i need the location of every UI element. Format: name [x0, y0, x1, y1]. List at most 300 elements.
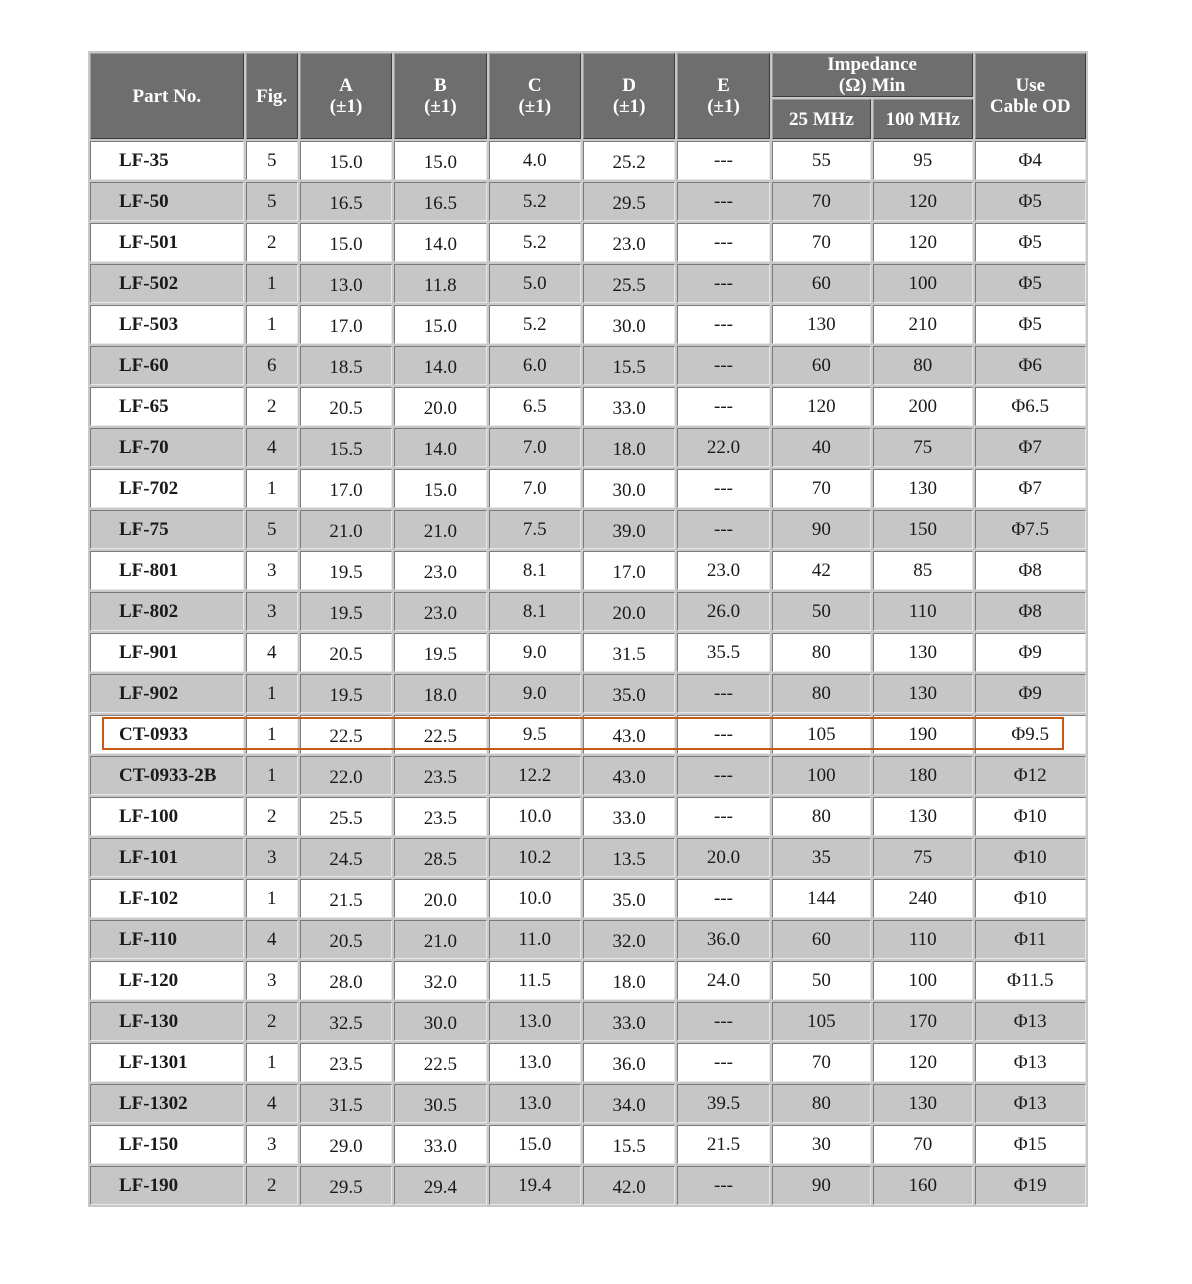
impedance-100mhz-cell: 130 [873, 797, 972, 836]
fig-cell: 3 [246, 961, 298, 1000]
part-no-cell: LF-1301 [90, 1043, 244, 1082]
impedance-100mhz-cell: 130 [873, 674, 972, 713]
impedance-25mhz-cell: 60 [772, 920, 871, 959]
cable-od-cell: Φ10 [975, 797, 1087, 836]
cable-od-cell: Φ5 [975, 305, 1087, 344]
impedance-100mhz-cell: 130 [873, 1084, 972, 1123]
dim-b-cell: 30.0 [394, 1002, 486, 1041]
impedance-25mhz-cell: 80 [772, 674, 871, 713]
impedance-100mhz-cell: 75 [873, 428, 972, 467]
impedance-100mhz-cell: 130 [873, 633, 972, 672]
dim-c-cell: 7.5 [489, 510, 581, 549]
dim-e-cell: --- [677, 879, 769, 918]
impedance-25mhz-cell: 80 [772, 797, 871, 836]
dim-d-cell: 32.0 [583, 920, 675, 959]
cable-od-cell: Φ7 [975, 469, 1087, 508]
part-no-cell: CT-0933 [90, 715, 244, 754]
dim-c-cell: 15.0 [489, 1125, 581, 1164]
impedance-25mhz-cell: 42 [772, 551, 871, 590]
cable-od-cell: Φ13 [975, 1043, 1087, 1082]
table-row [90, 797, 1086, 836]
impedance-100mhz-cell: 75 [873, 838, 972, 877]
table-row [90, 838, 1086, 877]
dim-b-cell: 11.8 [394, 264, 486, 303]
dim-c-cell: 11.5 [489, 961, 581, 1000]
dim-d-cell: 18.0 [583, 961, 675, 1000]
dim-a-cell: 18.5 [300, 346, 392, 385]
dim-d-cell: 39.0 [583, 510, 675, 549]
impedance-25mhz-cell: 120 [772, 387, 871, 426]
fig-cell: 2 [246, 797, 298, 836]
impedance-25mhz-cell: 55 [772, 141, 871, 180]
dim-a-cell: 21.0 [300, 510, 392, 549]
dim-b-cell: 23.5 [394, 756, 486, 795]
part-no-cell: LF-65 [90, 387, 244, 426]
impedance-100mhz-cell: 200 [873, 387, 972, 426]
dim-c-cell: 11.0 [489, 920, 581, 959]
table-row [90, 1002, 1086, 1041]
dim-e-cell: --- [677, 1166, 769, 1205]
impedance-100mhz-cell: 240 [873, 879, 972, 918]
dim-c-cell: 8.1 [489, 551, 581, 590]
table-row [90, 264, 1086, 303]
dim-d-cell: 33.0 [583, 1002, 675, 1041]
cable-od-cell: Φ7 [975, 428, 1087, 467]
dim-b-cell: 19.5 [394, 633, 486, 672]
dim-d-cell: 17.0 [583, 551, 675, 590]
part-no-cell: LF-901 [90, 633, 244, 672]
part-no-cell: LF-501 [90, 223, 244, 262]
impedance-25mhz-cell: 80 [772, 633, 871, 672]
impedance-25mhz-cell: 40 [772, 428, 871, 467]
part-no-cell: LF-102 [90, 879, 244, 918]
fig-cell: 4 [246, 633, 298, 672]
fig-cell: 3 [246, 592, 298, 631]
cable-od-cell: Φ8 [975, 592, 1087, 631]
dim-c-cell: 5.2 [489, 223, 581, 262]
dim-b-cell: 23.0 [394, 592, 486, 631]
cable-od-cell: Φ12 [975, 756, 1087, 795]
impedance-100mhz-cell: 80 [873, 346, 972, 385]
dim-b-cell: 33.0 [394, 1125, 486, 1164]
dim-b-cell: 14.0 [394, 223, 486, 262]
fig-cell: 1 [246, 469, 298, 508]
dim-a-cell: 25.5 [300, 797, 392, 836]
cable-od-cell: Φ5 [975, 223, 1087, 262]
impedance-100mhz-cell: 160 [873, 1166, 972, 1205]
dim-d-cell: 15.5 [583, 346, 675, 385]
dim-c-cell: 7.0 [489, 469, 581, 508]
impedance-100mhz-cell: 110 [873, 920, 972, 959]
dim-a-cell: 21.5 [300, 879, 392, 918]
dim-e-cell: --- [677, 223, 769, 262]
dim-e-cell: --- [677, 715, 769, 754]
impedance-25mhz-cell: 35 [772, 838, 871, 877]
dim-d-cell: 35.0 [583, 879, 675, 918]
dim-a-cell: 19.5 [300, 551, 392, 590]
impedance-25mhz-cell: 100 [772, 756, 871, 795]
dim-b-cell: 15.0 [394, 469, 486, 508]
dim-c-cell: 19.4 [489, 1166, 581, 1205]
fig-cell: 1 [246, 264, 298, 303]
dim-e-cell: --- [677, 346, 769, 385]
dim-e-cell: 39.5 [677, 1084, 769, 1123]
header-e: E (±1) [677, 53, 769, 139]
dim-e-cell: --- [677, 387, 769, 426]
impedance-25mhz-cell: 50 [772, 961, 871, 1000]
table-row [90, 387, 1086, 426]
dim-e-cell: --- [677, 756, 769, 795]
dim-c-cell: 5.0 [489, 264, 581, 303]
dim-b-cell: 18.0 [394, 674, 486, 713]
dim-c-cell: 12.2 [489, 756, 581, 795]
dim-c-cell: 13.0 [489, 1043, 581, 1082]
dim-e-cell: 26.0 [677, 592, 769, 631]
cable-od-cell: Φ13 [975, 1084, 1087, 1123]
dim-b-cell: 20.0 [394, 879, 486, 918]
dim-c-cell: 9.5 [489, 715, 581, 754]
impedance-25mhz-cell: 60 [772, 346, 871, 385]
dim-d-cell: 23.0 [583, 223, 675, 262]
impedance-100mhz-cell: 110 [873, 592, 972, 631]
table-body [90, 141, 1086, 1205]
cable-od-cell: Φ9.5 [975, 715, 1087, 754]
dim-e-cell: --- [677, 797, 769, 836]
dim-a-cell: 24.5 [300, 838, 392, 877]
fig-cell: 4 [246, 920, 298, 959]
cable-od-cell: Φ19 [975, 1166, 1087, 1205]
dim-d-cell: 31.5 [583, 633, 675, 672]
dim-c-cell: 8.1 [489, 592, 581, 631]
dim-a-cell: 32.5 [300, 1002, 392, 1041]
dim-a-cell: 17.0 [300, 469, 392, 508]
dim-e-cell: --- [677, 510, 769, 549]
dim-d-cell: 43.0 [583, 756, 675, 795]
dim-a-cell: 17.0 [300, 305, 392, 344]
dim-c-cell: 4.0 [489, 141, 581, 180]
fig-cell: 3 [246, 838, 298, 877]
dim-d-cell: 25.2 [583, 141, 675, 180]
dim-c-cell: 10.0 [489, 797, 581, 836]
header-impedance: Impedance (Ω) Min [772, 53, 973, 97]
dim-b-cell: 15.0 [394, 141, 486, 180]
table-row [90, 674, 1086, 713]
dim-b-cell: 20.0 [394, 387, 486, 426]
part-no-cell: LF-120 [90, 961, 244, 1000]
dim-d-cell: 18.0 [583, 428, 675, 467]
part-no-cell: LF-150 [90, 1125, 244, 1164]
impedance-100mhz-cell: 180 [873, 756, 972, 795]
impedance-25mhz-cell: 90 [772, 1166, 871, 1205]
impedance-25mhz-cell: 130 [772, 305, 871, 344]
fig-cell: 2 [246, 1166, 298, 1205]
part-no-cell: CT-0933-2B [90, 756, 244, 795]
fig-cell: 5 [246, 510, 298, 549]
part-no-cell: LF-75 [90, 510, 244, 549]
dim-d-cell: 33.0 [583, 387, 675, 426]
impedance-100mhz-cell: 170 [873, 1002, 972, 1041]
table-row [90, 1043, 1086, 1082]
dim-e-cell: --- [677, 141, 769, 180]
table-row [90, 756, 1086, 795]
dim-a-cell: 19.5 [300, 592, 392, 631]
part-no-cell: LF-130 [90, 1002, 244, 1041]
dim-b-cell: 14.0 [394, 428, 486, 467]
dim-b-cell: 16.5 [394, 182, 486, 221]
part-no-cell: LF-60 [90, 346, 244, 385]
header-fig: Fig. [246, 53, 298, 139]
dim-e-cell: 23.0 [677, 551, 769, 590]
dim-b-cell: 30.5 [394, 1084, 486, 1123]
cable-od-cell: Φ5 [975, 182, 1087, 221]
impedance-25mhz-cell: 80 [772, 1084, 871, 1123]
fig-cell: 3 [246, 1125, 298, 1164]
table-row [90, 182, 1086, 221]
dim-c-cell: 10.0 [489, 879, 581, 918]
part-no-cell: LF-1302 [90, 1084, 244, 1123]
dim-d-cell: 33.0 [583, 797, 675, 836]
dim-c-cell: 6.5 [489, 387, 581, 426]
dim-d-cell: 43.0 [583, 715, 675, 754]
fig-cell: 5 [246, 141, 298, 180]
table-row [90, 141, 1086, 180]
dim-d-cell: 42.0 [583, 1166, 675, 1205]
dim-b-cell: 15.0 [394, 305, 486, 344]
dim-d-cell: 35.0 [583, 674, 675, 713]
dim-b-cell: 21.0 [394, 920, 486, 959]
part-no-cell: LF-902 [90, 674, 244, 713]
impedance-100mhz-cell: 100 [873, 264, 972, 303]
cable-od-cell: Φ11.5 [975, 961, 1087, 1000]
dim-a-cell: 16.5 [300, 182, 392, 221]
dim-d-cell: 25.5 [583, 264, 675, 303]
dim-e-cell: 21.5 [677, 1125, 769, 1164]
table-header [90, 53, 1086, 139]
table-row [90, 633, 1086, 672]
impedance-25mhz-cell: 70 [772, 182, 871, 221]
dim-c-cell: 7.0 [489, 428, 581, 467]
dim-b-cell: 32.0 [394, 961, 486, 1000]
cable-od-cell: Φ7.5 [975, 510, 1087, 549]
impedance-100mhz-cell: 100 [873, 961, 972, 1000]
part-no-cell: LF-702 [90, 469, 244, 508]
dim-e-cell: --- [677, 305, 769, 344]
dim-d-cell: 36.0 [583, 1043, 675, 1082]
dim-e-cell: 24.0 [677, 961, 769, 1000]
fig-cell: 2 [246, 1002, 298, 1041]
impedance-25mhz-cell: 30 [772, 1125, 871, 1164]
dim-e-cell: --- [677, 1002, 769, 1041]
cable-od-cell: Φ6.5 [975, 387, 1087, 426]
table-row [90, 551, 1086, 590]
dim-d-cell: 30.0 [583, 305, 675, 344]
impedance-25mhz-cell: 105 [772, 715, 871, 754]
dim-b-cell: 28.5 [394, 838, 486, 877]
dim-c-cell: 5.2 [489, 182, 581, 221]
header-b: B (±1) [394, 53, 486, 139]
fig-cell: 2 [246, 387, 298, 426]
table-row [90, 346, 1086, 385]
impedance-25mhz-cell: 60 [772, 264, 871, 303]
impedance-100mhz-cell: 150 [873, 510, 972, 549]
dim-a-cell: 15.0 [300, 141, 392, 180]
fig-cell: 1 [246, 674, 298, 713]
header-d: D (±1) [583, 53, 675, 139]
impedance-100mhz-cell: 95 [873, 141, 972, 180]
cable-od-cell: Φ15 [975, 1125, 1087, 1164]
dim-d-cell: 15.5 [583, 1125, 675, 1164]
impedance-100mhz-cell: 120 [873, 1043, 972, 1082]
dim-a-cell: 28.0 [300, 961, 392, 1000]
impedance-100mhz-cell: 190 [873, 715, 972, 754]
dim-b-cell: 22.5 [394, 1043, 486, 1082]
cable-od-cell: Φ4 [975, 141, 1087, 180]
table-row [90, 305, 1086, 344]
table-row [90, 1084, 1086, 1123]
dim-e-cell: --- [677, 1043, 769, 1082]
dim-a-cell: 20.5 [300, 387, 392, 426]
dim-c-cell: 6.0 [489, 346, 581, 385]
part-no-cell: LF-50 [90, 182, 244, 221]
header-part-no: Part No. [90, 53, 244, 139]
dim-c-cell: 9.0 [489, 674, 581, 713]
fig-cell: 4 [246, 1084, 298, 1123]
dim-b-cell: 14.0 [394, 346, 486, 385]
dim-a-cell: 15.0 [300, 223, 392, 262]
table-row [90, 428, 1086, 467]
dim-d-cell: 20.0 [583, 592, 675, 631]
dim-a-cell: 22.5 [300, 715, 392, 754]
dim-b-cell: 23.0 [394, 551, 486, 590]
fig-cell: 1 [246, 715, 298, 754]
part-no-cell: LF-100 [90, 797, 244, 836]
fig-cell: 1 [246, 1043, 298, 1082]
header-a: A (±1) [300, 53, 392, 139]
impedance-100mhz-cell: 85 [873, 551, 972, 590]
dim-a-cell: 20.5 [300, 633, 392, 672]
impedance-100mhz-cell: 120 [873, 223, 972, 262]
impedance-100mhz-cell: 70 [873, 1125, 972, 1164]
dim-e-cell: 35.5 [677, 633, 769, 672]
part-no-cell: LF-503 [90, 305, 244, 344]
fig-cell: 2 [246, 223, 298, 262]
header-impedance-100mhz: 100 MHz [873, 99, 972, 139]
dim-c-cell: 13.0 [489, 1002, 581, 1041]
dim-e-cell: --- [677, 182, 769, 221]
dim-d-cell: 34.0 [583, 1084, 675, 1123]
spec-table [88, 51, 1088, 1207]
cable-od-cell: Φ10 [975, 838, 1087, 877]
dim-c-cell: 10.2 [489, 838, 581, 877]
dim-a-cell: 29.5 [300, 1166, 392, 1205]
dim-e-cell: --- [677, 264, 769, 303]
table-row [90, 920, 1086, 959]
cable-od-cell: Φ9 [975, 674, 1087, 713]
fig-cell: 6 [246, 346, 298, 385]
dim-b-cell: 21.0 [394, 510, 486, 549]
dim-e-cell: --- [677, 469, 769, 508]
cable-od-cell: Φ5 [975, 264, 1087, 303]
cable-od-cell: Φ11 [975, 920, 1087, 959]
dim-b-cell: 22.5 [394, 715, 486, 754]
dim-a-cell: 23.5 [300, 1043, 392, 1082]
impedance-25mhz-cell: 70 [772, 223, 871, 262]
dim-e-cell: --- [677, 674, 769, 713]
dim-b-cell: 23.5 [394, 797, 486, 836]
fig-cell: 4 [246, 428, 298, 467]
part-no-cell: LF-802 [90, 592, 244, 631]
table-row [90, 223, 1086, 262]
part-no-cell: LF-110 [90, 920, 244, 959]
impedance-25mhz-cell: 70 [772, 1043, 871, 1082]
dim-c-cell: 5.2 [489, 305, 581, 344]
table-row [90, 592, 1086, 631]
impedance-25mhz-cell: 50 [772, 592, 871, 631]
impedance-25mhz-cell: 105 [772, 1002, 871, 1041]
dim-a-cell: 31.5 [300, 1084, 392, 1123]
dim-e-cell: 20.0 [677, 838, 769, 877]
table-row [90, 879, 1086, 918]
part-no-cell: LF-101 [90, 838, 244, 877]
header-c: C (±1) [489, 53, 581, 139]
fig-cell: 3 [246, 551, 298, 590]
cable-od-cell: Φ10 [975, 879, 1087, 918]
dim-a-cell: 29.0 [300, 1125, 392, 1164]
dim-a-cell: 13.0 [300, 264, 392, 303]
dim-a-cell: 20.5 [300, 920, 392, 959]
table-row [90, 715, 1086, 754]
table-row [90, 1166, 1086, 1205]
fig-cell: 1 [246, 305, 298, 344]
part-no-cell: LF-502 [90, 264, 244, 303]
impedance-100mhz-cell: 130 [873, 469, 972, 508]
part-no-cell: LF-70 [90, 428, 244, 467]
header-cable-od: Use Cable OD [975, 53, 1087, 139]
part-no-cell: LF-35 [90, 141, 244, 180]
dim-e-cell: 36.0 [677, 920, 769, 959]
impedance-25mhz-cell: 144 [772, 879, 871, 918]
impedance-25mhz-cell: 70 [772, 469, 871, 508]
fig-cell: 5 [246, 182, 298, 221]
dim-d-cell: 29.5 [583, 182, 675, 221]
cable-od-cell: Φ13 [975, 1002, 1087, 1041]
fig-cell: 1 [246, 879, 298, 918]
part-no-cell: LF-190 [90, 1166, 244, 1205]
header-impedance-25mhz: 25 MHz [772, 99, 871, 139]
impedance-100mhz-cell: 210 [873, 305, 972, 344]
table-row [90, 961, 1086, 1000]
table-row [90, 469, 1086, 508]
fig-cell: 1 [246, 756, 298, 795]
dim-e-cell: 22.0 [677, 428, 769, 467]
dim-a-cell: 22.0 [300, 756, 392, 795]
dim-c-cell: 13.0 [489, 1084, 581, 1123]
dim-a-cell: 15.5 [300, 428, 392, 467]
cable-od-cell: Φ9 [975, 633, 1087, 672]
dim-d-cell: 30.0 [583, 469, 675, 508]
dim-c-cell: 9.0 [489, 633, 581, 672]
impedance-100mhz-cell: 120 [873, 182, 972, 221]
dim-d-cell: 13.5 [583, 838, 675, 877]
part-no-cell: LF-801 [90, 551, 244, 590]
impedance-25mhz-cell: 90 [772, 510, 871, 549]
cable-od-cell: Φ6 [975, 346, 1087, 385]
dim-a-cell: 19.5 [300, 674, 392, 713]
table-row [90, 1125, 1086, 1164]
cable-od-cell: Φ8 [975, 551, 1087, 590]
dim-b-cell: 29.4 [394, 1166, 486, 1205]
table-row [90, 510, 1086, 549]
